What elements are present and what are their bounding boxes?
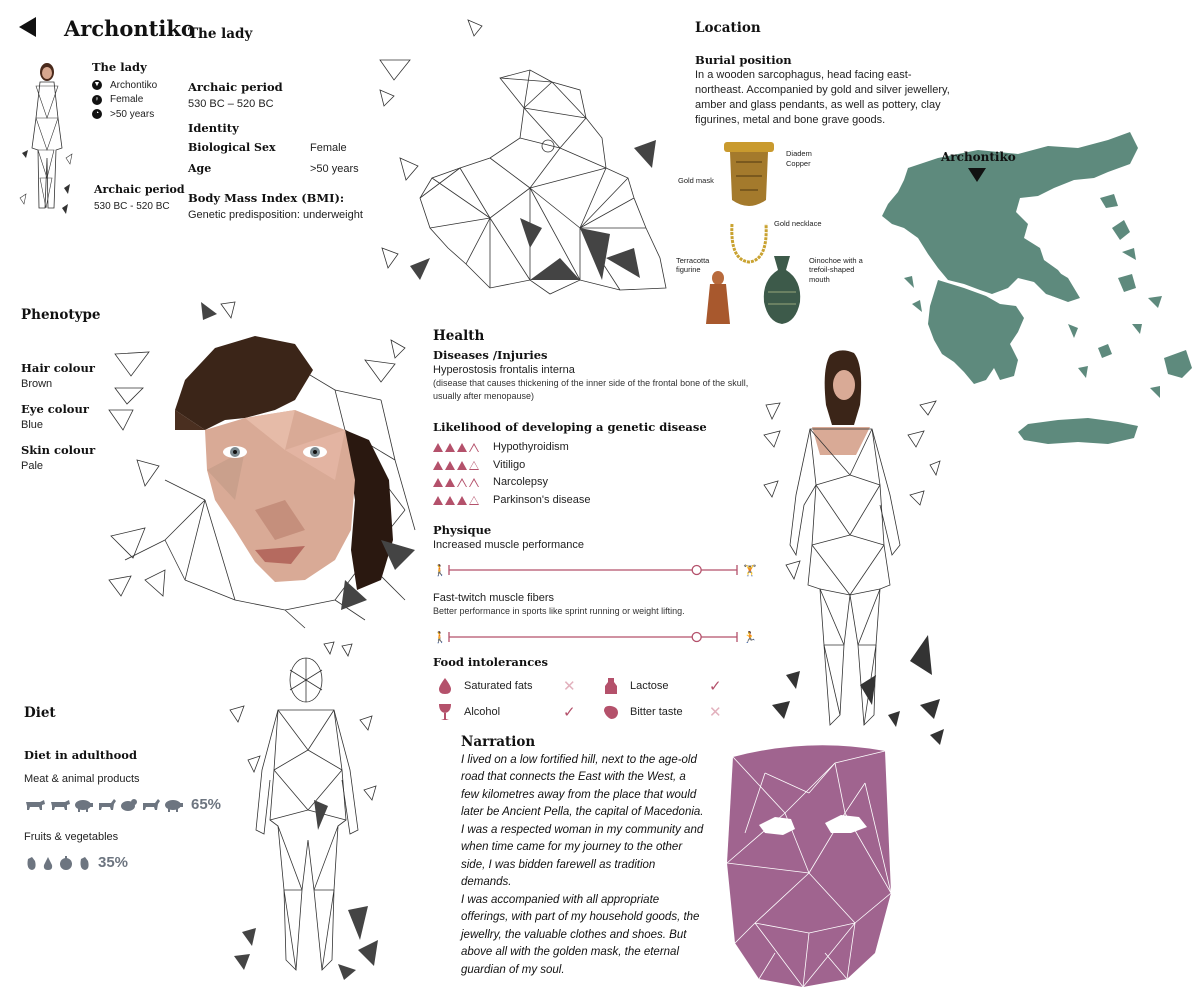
walker-icon: 🚶 bbox=[433, 631, 447, 644]
pear-icon bbox=[41, 855, 55, 871]
profile-sex: Female bbox=[110, 94, 144, 105]
apple-icon bbox=[58, 855, 74, 871]
genetic-risk-name: Narcolepsy bbox=[493, 476, 549, 489]
milk-bottle-icon bbox=[602, 677, 620, 695]
burial-text: In a wooden sarcophagus, head facing east-northeast. Accompanied by gold and silver jewellery, amber and glass pendants, as well as pottery, clay figurines, metal and bone grave goods. bbox=[695, 69, 950, 126]
genetic-risk-row bbox=[433, 492, 591, 510]
gold-mask-label: Gold mask bbox=[678, 176, 714, 185]
food-name: Lactose bbox=[630, 680, 669, 692]
skin-colour-label: Skin colour bbox=[21, 443, 96, 457]
not-intolerant-x-icon: ✕ bbox=[563, 678, 576, 695]
meat-percentage: 65% bbox=[191, 796, 222, 813]
narration-line: jewellry, the valuable clothes and shoes. But bbox=[461, 928, 687, 941]
genetic-risk-row bbox=[433, 439, 591, 457]
hair-colour-label: Hair colour bbox=[21, 361, 95, 375]
plant-label: Fruits & vegetables bbox=[24, 831, 119, 843]
profile-period-heading: Archaic period bbox=[94, 183, 185, 196]
genetic-risk-name: Hypothyroidism bbox=[493, 441, 569, 454]
goat-icon bbox=[141, 798, 161, 812]
identity-heading: Identity bbox=[188, 121, 239, 135]
back-arrow-icon bbox=[18, 16, 38, 38]
profile-age: >50 years bbox=[110, 108, 155, 120]
the-lady-heading: The lady bbox=[188, 26, 253, 42]
gold-mask-image bbox=[722, 140, 776, 212]
map-label-archontiko: Archontiko bbox=[941, 150, 1016, 164]
golden-mask-lowpoly bbox=[725, 743, 893, 988]
fiber-heading: Fast-twitch muscle fibers bbox=[433, 592, 555, 604]
pig-icon bbox=[74, 798, 94, 812]
physique-scale bbox=[433, 562, 755, 578]
pig-icon bbox=[164, 798, 184, 812]
face-lowpoly-portrait bbox=[105, 300, 425, 630]
burial-heading: Burial position bbox=[695, 53, 792, 67]
disease-note: (disease that causes thickening of the inner side of the frontal bone of the skull, usually after menopause) bbox=[433, 378, 749, 402]
food-item-bitter-taste bbox=[602, 703, 683, 721]
physique-level-marker bbox=[692, 566, 701, 575]
narration-line: later be Ancient Pella, the capital of Macedonia. bbox=[461, 806, 704, 819]
risk-level-indicator bbox=[433, 496, 493, 505]
genetic-risk-row bbox=[433, 474, 591, 492]
biological-sex-label: Biological Sex bbox=[188, 141, 276, 154]
fiber-value: Better performance in sports like sprint running or weight lifting. bbox=[433, 606, 685, 616]
genetic-risk-name: Parkinson's disease bbox=[493, 493, 591, 506]
food-name: Saturated fats bbox=[464, 680, 533, 692]
age-clock-icon: ◔ bbox=[92, 109, 102, 119]
weightlifter-icon: 🏋 bbox=[743, 564, 757, 577]
wine-glass-icon bbox=[436, 703, 454, 721]
intolerant-check-icon: ✓ bbox=[709, 678, 722, 695]
gold-necklace-label: Gold necklace bbox=[774, 219, 822, 228]
disease-name: Hyperostosis frontalis interna bbox=[433, 364, 575, 376]
plant-percentage: 35% bbox=[98, 854, 129, 871]
narration-line: side, I was bidden farewell as tradition bbox=[461, 858, 656, 871]
woman-figure-lowpoly bbox=[760, 345, 960, 750]
fiber-scale bbox=[433, 629, 755, 645]
risk-level-indicator bbox=[433, 461, 493, 470]
eye-colour-label: Eye colour bbox=[21, 402, 89, 416]
narration-heading: Narration bbox=[461, 734, 536, 750]
lady-period-heading: Archaic period bbox=[188, 80, 283, 94]
skin-colour-value: Pale bbox=[21, 460, 44, 472]
fiber-level-marker bbox=[692, 633, 701, 642]
meat-label: Meat & animal products bbox=[24, 773, 140, 785]
chicken-icon bbox=[120, 798, 138, 812]
genetic-heading: Likelihood of developing a genetic disease bbox=[433, 420, 707, 434]
genetic-risk-list bbox=[433, 439, 591, 509]
bmi-value: Genetic predisposition: underweight bbox=[188, 209, 363, 221]
not-intolerant-x-icon: ✕ bbox=[709, 704, 722, 721]
narration-line: few kilometres away from the place that would bbox=[461, 788, 697, 801]
narration-line: I was a respected woman in my community and bbox=[461, 823, 704, 836]
cow-icon bbox=[24, 798, 46, 812]
cow-icon bbox=[49, 798, 71, 812]
narration-text bbox=[461, 752, 721, 979]
intolerant-check-icon: ✓ bbox=[563, 704, 576, 721]
profile-period-value: 530 BC - 520 BC bbox=[94, 201, 170, 212]
oinochoe-label: Oinochoe with a trefoil-shaped mouth bbox=[809, 256, 863, 284]
narration-line: when time came for my journey to the other bbox=[461, 841, 683, 854]
location-heading: Location bbox=[695, 20, 761, 36]
location-pin-icon: ▼ bbox=[93, 81, 101, 89]
terracotta-figurine-image bbox=[704, 270, 732, 326]
risk-level-indicator bbox=[433, 443, 493, 452]
health-heading: Health bbox=[433, 328, 485, 344]
genetic-risk-row bbox=[433, 457, 591, 475]
body-figure-lowpoly bbox=[228, 640, 388, 985]
narration-line: I lived on a low fortified hill, next to the age-old bbox=[461, 754, 697, 766]
biological-sex-value: Female bbox=[310, 142, 347, 154]
phenotype-traits bbox=[21, 361, 95, 484]
food-name: Alcohol bbox=[464, 706, 501, 718]
risk-level-indicator bbox=[433, 478, 493, 487]
plant-icons-row bbox=[24, 854, 128, 871]
eggplant-icon bbox=[24, 855, 38, 871]
narration-line: guardian of my soul. bbox=[461, 963, 565, 976]
lady-period-value: 530 BC – 520 BC bbox=[188, 98, 274, 110]
physique-heading: Physique bbox=[433, 523, 492, 537]
back-button[interactable] bbox=[18, 16, 38, 38]
goat-icon bbox=[97, 798, 117, 812]
diet-heading: Diet bbox=[24, 705, 56, 721]
narration-line: demands. bbox=[461, 876, 512, 889]
food-intolerances-heading: Food intolerances bbox=[433, 655, 548, 669]
meat-icons-row bbox=[24, 796, 221, 813]
food-item-alcohol bbox=[436, 703, 500, 721]
genetic-risk-name: Vitiligo bbox=[493, 458, 526, 471]
profile-figure bbox=[14, 58, 80, 220]
age-label: Age bbox=[188, 162, 212, 175]
hair-colour-value: Brown bbox=[21, 378, 53, 390]
age-value: >50 years bbox=[310, 163, 359, 175]
profile-location: Archontiko bbox=[110, 79, 158, 91]
fat-drop-icon bbox=[436, 677, 454, 695]
gender-female-icon: ♀ bbox=[92, 95, 102, 105]
oinochoe-image bbox=[760, 252, 804, 326]
physique-value: Increased muscle performance bbox=[433, 539, 585, 551]
terracotta-label: Terracotta figurine bbox=[676, 256, 710, 275]
page-title: Archontiko bbox=[64, 16, 195, 41]
food-name: Bitter taste bbox=[630, 706, 683, 718]
skull-lowpoly-graphic bbox=[370, 18, 670, 298]
diet-subheading: Diet in adulthood bbox=[24, 748, 137, 762]
bmi-heading: Body Mass Index (BMI): bbox=[188, 191, 345, 205]
tongue-icon bbox=[602, 703, 620, 721]
narration-line: I was accompanied with all appropriate bbox=[461, 893, 660, 906]
food-item-saturated-fats bbox=[436, 677, 533, 695]
runner-icon: 🏃 bbox=[743, 631, 757, 644]
narration-line: offerings, with part of my household goods, the bbox=[461, 911, 700, 924]
profile-heading: The lady bbox=[92, 60, 147, 74]
narration-line: road that connects the East with the West, a bbox=[461, 771, 686, 784]
profile-list bbox=[92, 78, 157, 122]
phenotype-heading: Phenotype bbox=[21, 307, 101, 323]
walker-icon: 🚶 bbox=[433, 564, 447, 577]
diadem-label: Diadem bbox=[786, 149, 812, 158]
eggplant-icon bbox=[77, 855, 91, 871]
narration-line: above all with the golden mask, the eternal bbox=[461, 946, 679, 959]
eye-colour-value: Blue bbox=[21, 419, 44, 431]
copper-label: Copper bbox=[786, 159, 811, 168]
diseases-heading: Diseases /Injuries bbox=[433, 348, 548, 362]
food-item-lactose bbox=[602, 677, 669, 695]
